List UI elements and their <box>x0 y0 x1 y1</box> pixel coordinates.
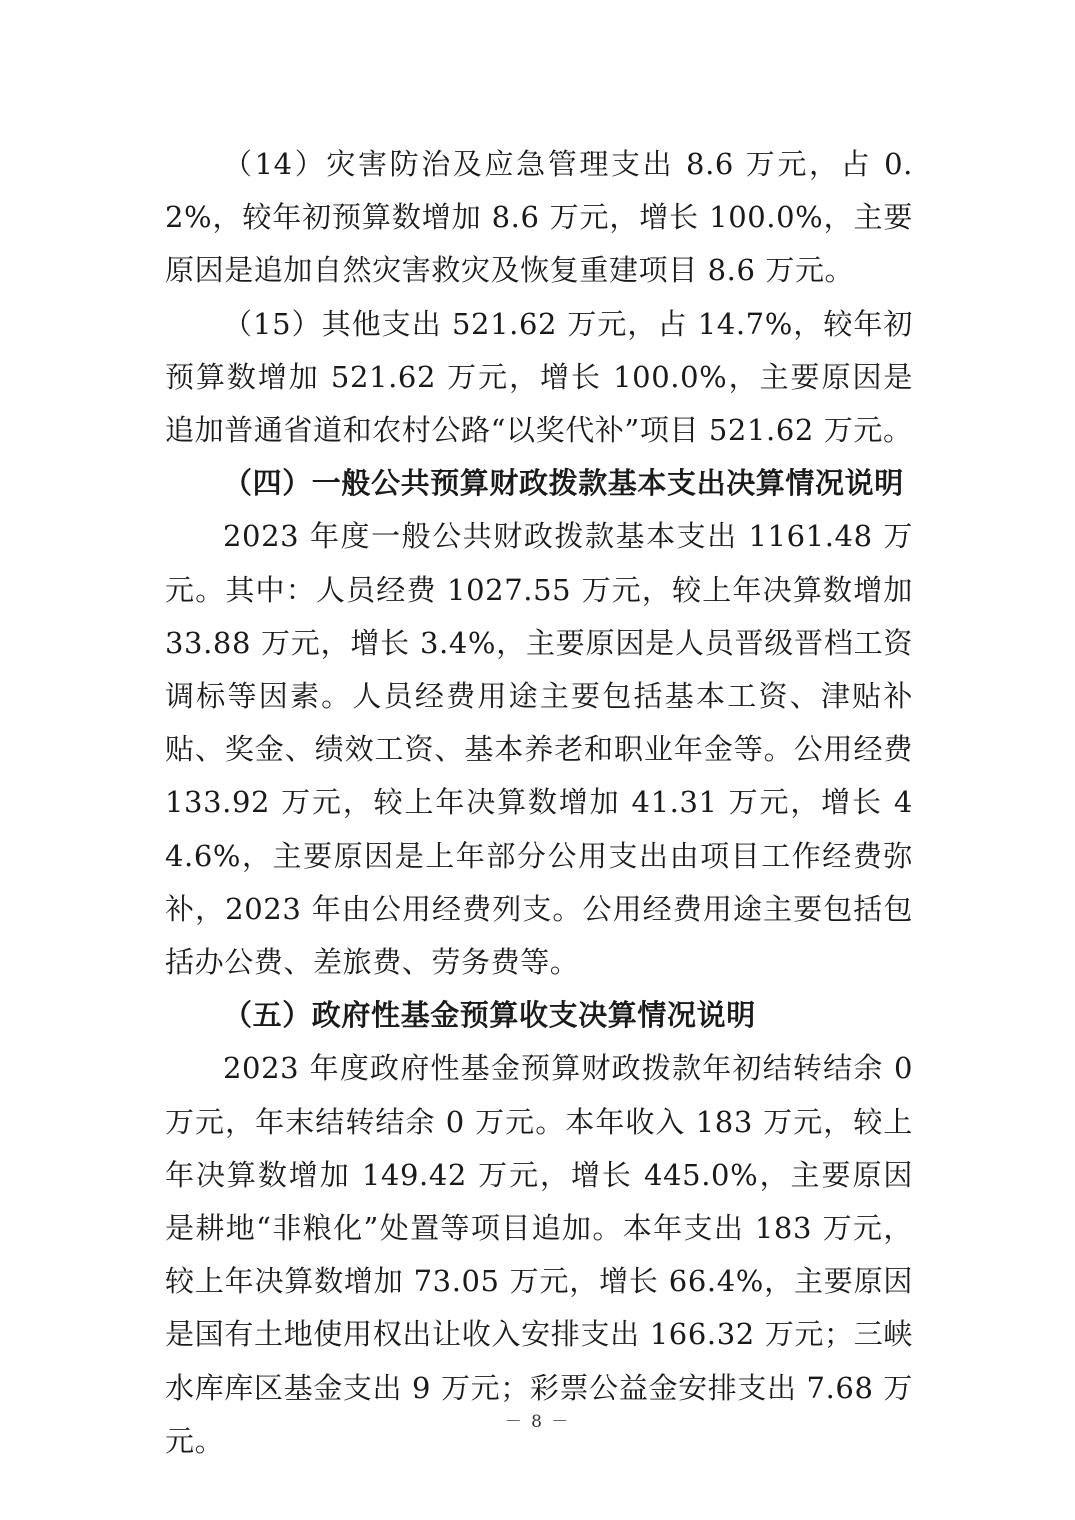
page-number: － 8 － <box>504 1412 571 1432</box>
section-heading-basic-expenditure: （四）一般公共预算财政拨款基本支出决算情况说明 <box>223 466 904 501</box>
document-body <box>165 138 913 1468</box>
paragraph-other-expenditure: （15）其他支出 521.62 万元，占 14.7%，较年初预算数增加 521.62 万元，增长 100.0%，主要原因是追加普通省道和农村公路“以奖代补”项目 521.62 万元。 <box>165 306 913 448</box>
paragraph-government-fund: 2023 年度政府性基金预算财政拨款年初结转结余 0 万元，年末结转结余 0 万元。本年收入 183 万元，较上年决算数增加 149.42 万元，增长 445.0%，主要原因是耕地“非粮化”处置等项目追加。本年支出 183 万元，较上年决算数增加 73.05 万元，增长 66.4%，主要原因是国有土地使用权出让收入安排支出 166.32 万元；三峡水库库区基金支出 9 万元；彩票公益金安排支出 7.68 万元。 <box>165 1051 913 1458</box>
paragraph-disaster-prevention-expenditure: （14）灾害防治及应急管理支出 8.6 万元，占 0.2%，较年初预算数增加 8.6 万元，增长 100.0%，主要原因是追加自然灾害救灾及恢复重建项目 8.6 万元。 <box>165 147 913 288</box>
section-heading-government-fund: （五）政府性基金预算收支决算情况说明 <box>223 998 756 1033</box>
paragraph-basic-expenditure: 2023 年度一般公共财政拨款基本支出 1161.48 万元。其中：人员经费 1027.55 万元，较上年决算数增加 33.88 万元，增长 3.4%，主要原因是人员晋级晋档工资调标等因素。人员经费用途主要包括基本工资、津贴补贴、奖金、绩效工资、基本养老和职业年金等。公用经费 133.92 万元，较上年决算数增加 41.31 万元，增长 44.6%，主要原因是上年部分公用支出由项目工作经费弥补，2023 年由公用经费列支。公用经费用途主要包括包括办公费、差旅费、劳务费等。 <box>165 519 913 980</box>
